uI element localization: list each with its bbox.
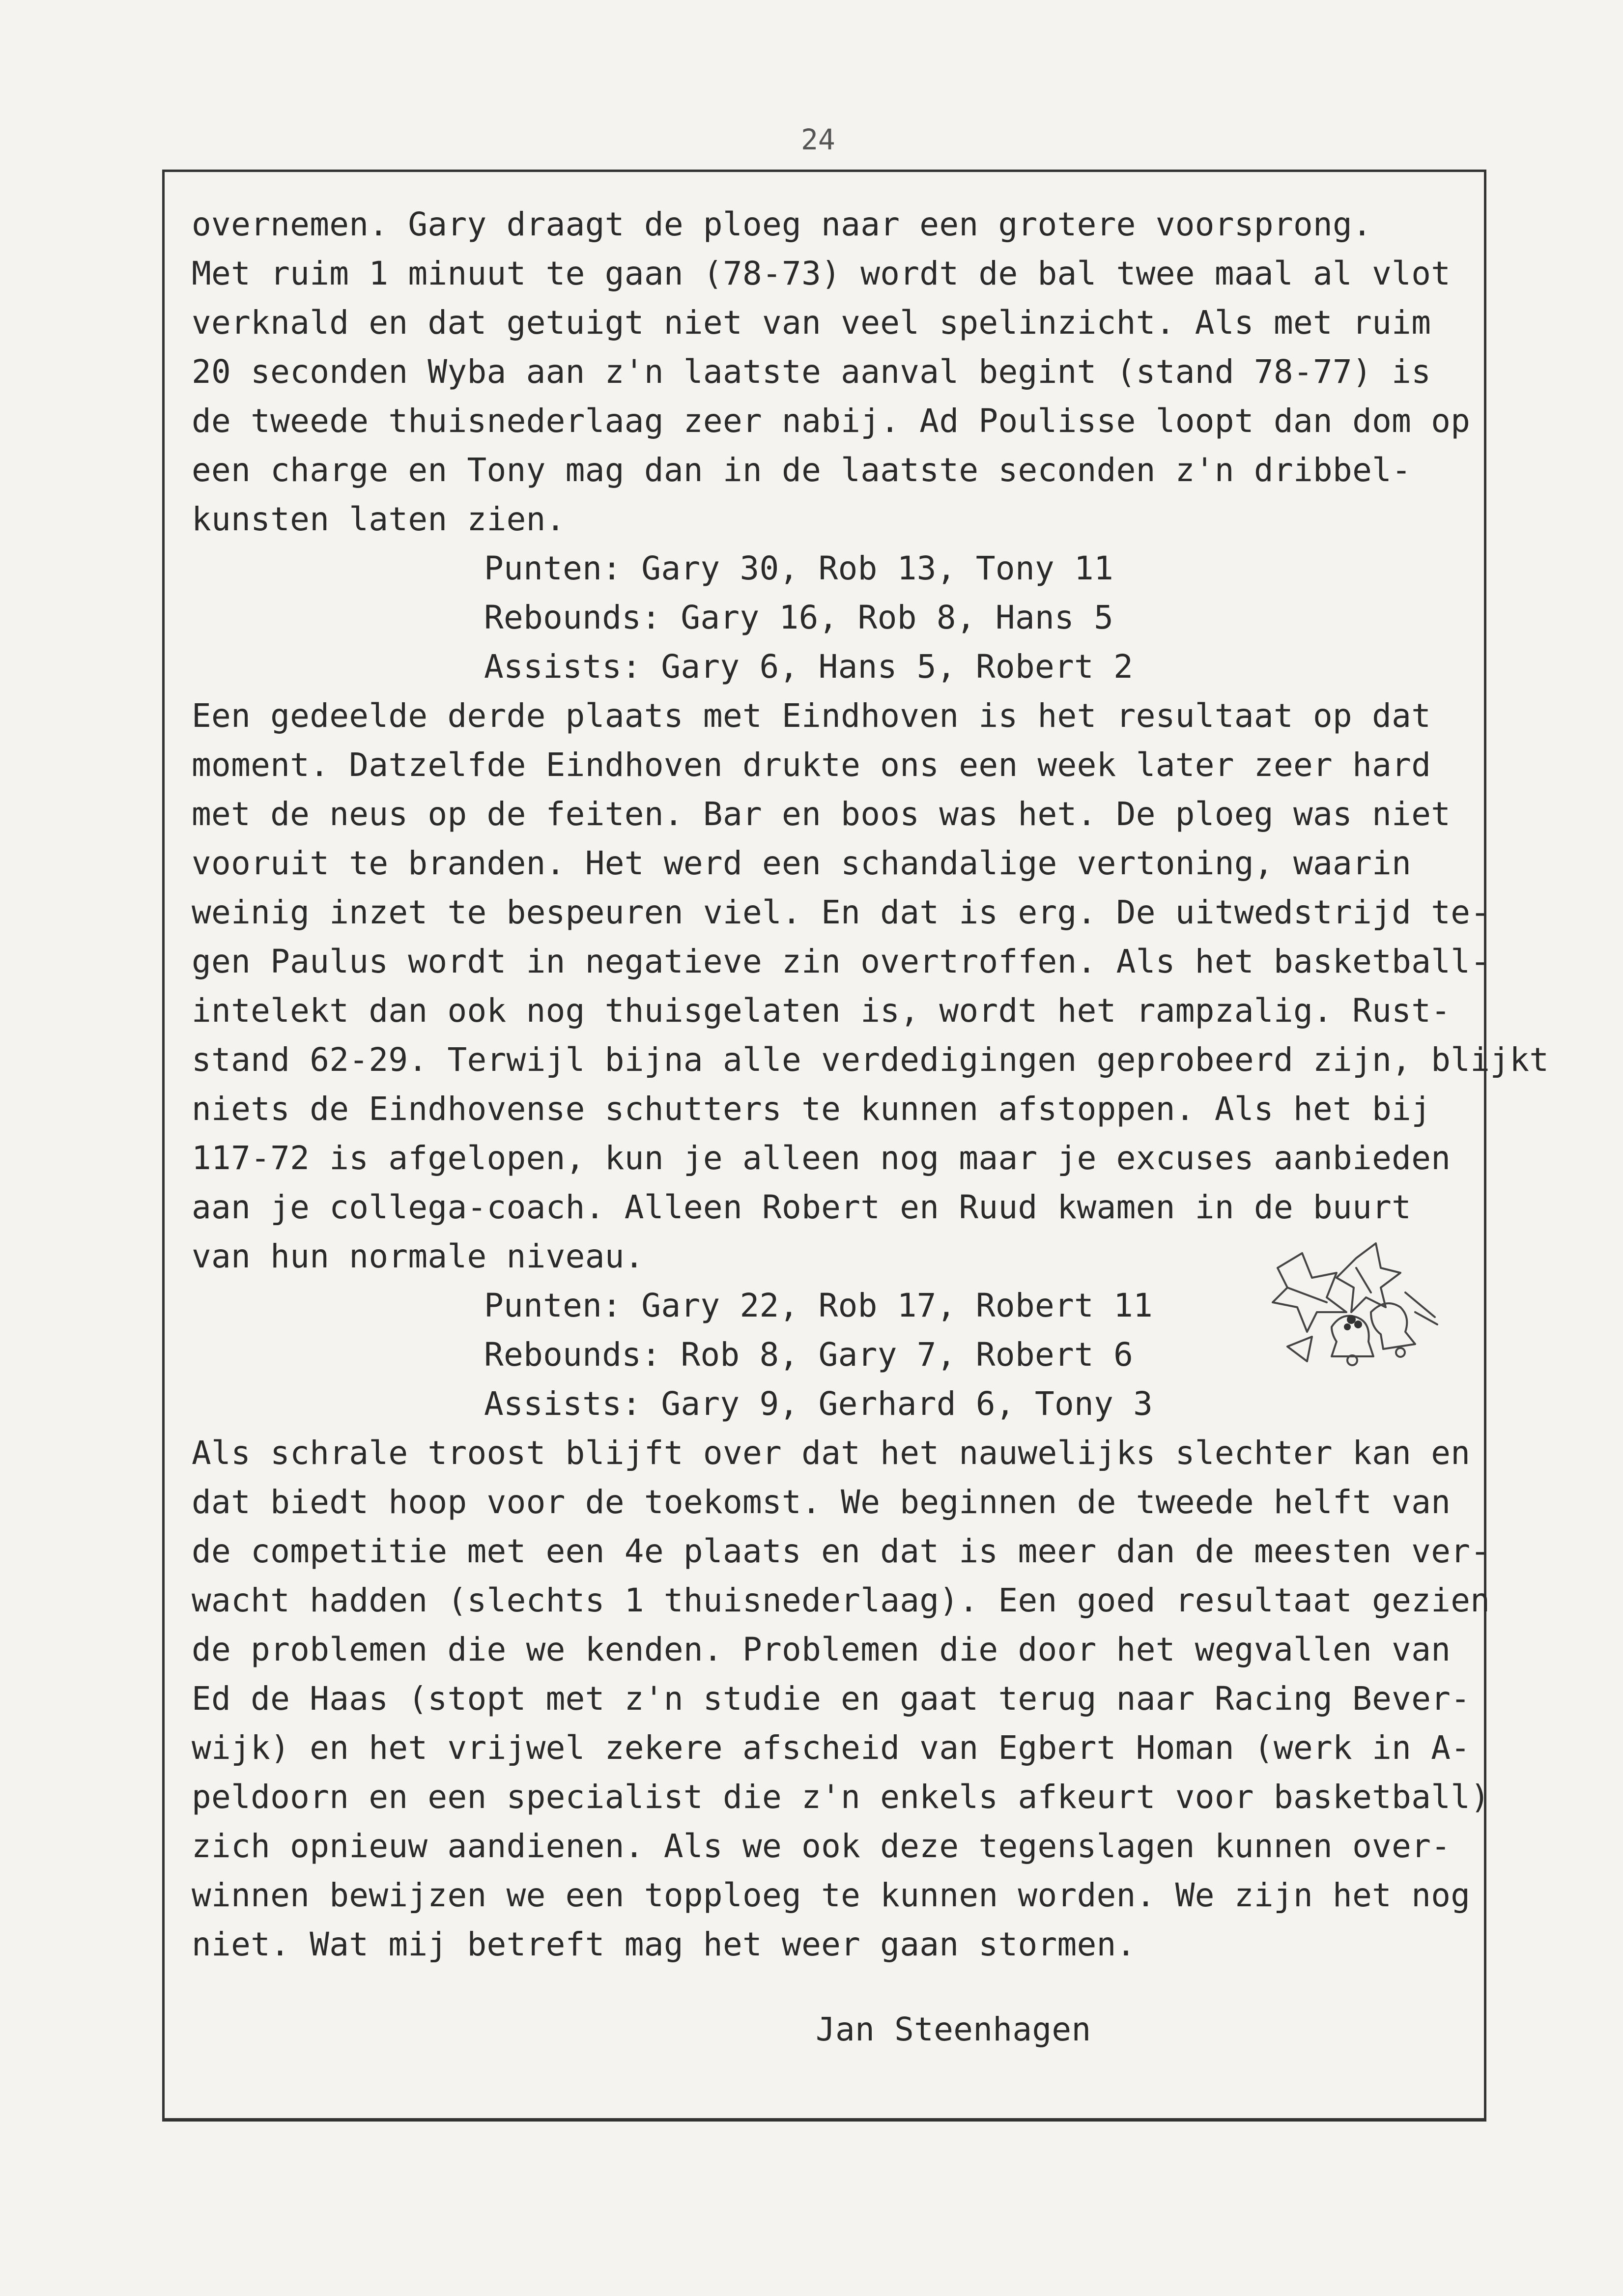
text-line: wacht hadden (slechts 1 thuisnederlaag). Een goed resultaat gezien [192, 1581, 1490, 1619]
signature: Jan Steenhagen [816, 2010, 1091, 2048]
stats-assists: Assists: Gary 9, Gerhard 6, Tony 3 [484, 1385, 1153, 1423]
text-line: overnemen. Gary draagt de ploeg naar een grotere voorsprong. [192, 205, 1372, 243]
text-line: moment. Datzelfde Eindhoven drukte ons een week later zeer hard [192, 746, 1431, 784]
text-line: weinig inzet te bespeuren viel. En dat is erg. De uitwedstrijd te- [192, 893, 1490, 931]
text-line: zich opnieuw aandienen. Als we ook deze tegenslagen kunnen over- [192, 1827, 1451, 1865]
stats-rebounds: Rebounds: Gary 16, Rob 8, Hans 5 [484, 599, 1114, 636]
stats-assists: Assists: Gary 6, Hans 5, Robert 2 [484, 648, 1134, 686]
text-line: 20 seconden Wyba aan z'n laatste aanval begint (stand 78-77) is [192, 353, 1431, 391]
stats-points: Punten: Gary 30, Rob 13, Tony 11 [484, 549, 1114, 587]
text-line: kunsten laten zien. [192, 500, 566, 538]
text-line: verknald en dat getuigt niet van veel spelinzicht. Als met ruim [192, 304, 1431, 342]
text-line: wijk) en het vrijwel zekere afscheid van Egbert Homan (werk in A- [192, 1729, 1471, 1767]
text-line: Ed de Haas (stopt met z'n studie en gaat terug naar Racing Bever- [192, 1680, 1471, 1718]
holly-bells-icon [1258, 1238, 1445, 1386]
text-line: stand 62-29. Terwijl bijna alle verdedigingen geprobeerd zijn, blijkt [192, 1041, 1549, 1079]
text-line: met de neus op de feiten. Bar en boos was het. De ploeg was niet [192, 795, 1451, 833]
text-line: de problemen die we kenden. Problemen die door het wegvallen van [192, 1631, 1451, 1668]
text-line: Met ruim 1 minuut te gaan (78-73) wordt de bal twee maal al vlot [192, 255, 1451, 292]
text-line: aan je collega-coach. Alleen Robert en Ruud kwamen in de buurt [192, 1188, 1412, 1226]
page-number: 24 [801, 123, 835, 156]
text-line: Een gedeelde derde plaats met Eindhoven is het resultaat op dat [192, 697, 1431, 735]
text-line: intelekt dan ook nog thuisgelaten is, wordt het rampzalig. Rust- [192, 992, 1451, 1030]
stats-points: Punten: Gary 22, Rob 17, Robert 11 [484, 1287, 1153, 1324]
text-line: de tweede thuisnederlaag zeer nabij. Ad Poulisse loopt dan dom op [192, 402, 1471, 440]
text-line: dat biedt hoop voor de toekomst. We beginnen de tweede helft van [192, 1483, 1451, 1521]
text-line: Als schrale troost blijft over dat het nauwelijks slechter kan en [192, 1434, 1471, 1472]
stats-rebounds: Rebounds: Rob 8, Gary 7, Robert 6 [484, 1336, 1134, 1374]
text-line: winnen bewijzen we een topploeg te kunnen worden. We zijn het nog [192, 1876, 1471, 1914]
text-line: 117-72 is afgelopen, kun je alleen nog maar je excuses aanbieden [192, 1139, 1451, 1177]
text-line: niet. Wat mij betreft mag het weer gaan stormen. [192, 1925, 1136, 1963]
text-line: van hun normale niveau. [192, 1237, 644, 1275]
text-line: vooruit te branden. Het werd een schandalige vertoning, waarin [192, 844, 1412, 882]
text-line: niets de Eindhovense schutters te kunnen afstoppen. Als het bij [192, 1090, 1431, 1128]
text-line: peldoorn en een specialist die z'n enkels afkeurt voor basketball) [192, 1778, 1490, 1816]
text-line: gen Paulus wordt in negatieve zin overtroffen. Als het basketball- [192, 943, 1490, 980]
text-line: de competitie met een 4e plaats en dat is meer dan de meesten ver- [192, 1532, 1490, 1570]
text-line: een charge en Tony mag dan in de laatste seconden z'n dribbel- [192, 451, 1412, 489]
